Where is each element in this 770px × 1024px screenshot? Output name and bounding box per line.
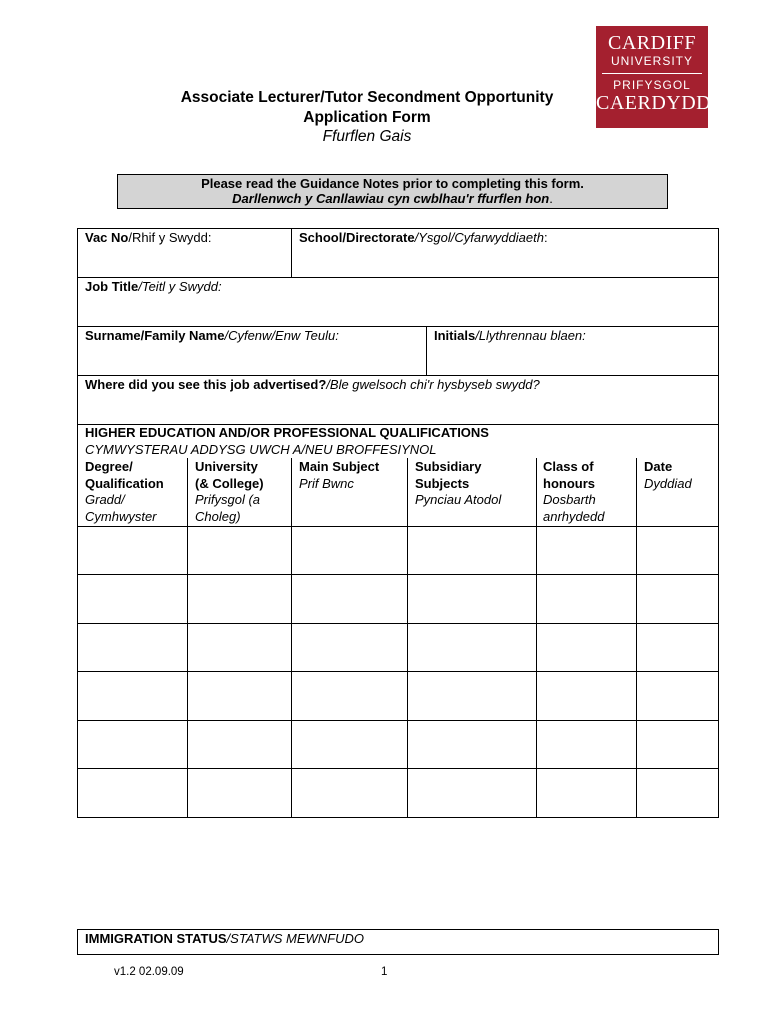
surname-field[interactable] bbox=[77, 326, 427, 376]
vac-no-label: Vac No bbox=[85, 230, 129, 245]
row-divider bbox=[78, 768, 718, 769]
row-divider bbox=[78, 671, 718, 672]
school-label-welsh: /Ysgol/Cyfarwyddiaeth bbox=[414, 230, 544, 245]
immigration-label-welsh: /STATWS MEWNFUDO bbox=[226, 931, 364, 946]
column-divider bbox=[407, 458, 408, 818]
vac-no-field[interactable] bbox=[77, 228, 292, 278]
initials-field[interactable] bbox=[426, 326, 719, 376]
column-header-subsidiary: Subsidiary Subjects Pynciau Atodol bbox=[415, 459, 502, 507]
initials-label: Initials bbox=[434, 328, 476, 343]
immigration-status-field[interactable] bbox=[77, 929, 719, 955]
form-title-welsh: Ffurflen Gais bbox=[322, 128, 412, 145]
version-footer: v1.2 02.09.09 bbox=[114, 966, 184, 978]
row-divider bbox=[78, 574, 718, 575]
logo-line-caerdydd: CAERDYDD bbox=[596, 92, 712, 114]
guidance-welsh: Darllenwch y Canllawiau cyn cwblhau'r ffurflen hon bbox=[232, 191, 550, 206]
surname-label: Surname/Family Name bbox=[85, 328, 225, 343]
column-divider bbox=[636, 458, 637, 818]
surname-label-welsh: /Cyfenw/Enw Teulu: bbox=[224, 328, 339, 343]
row-divider bbox=[78, 623, 718, 624]
school-label: School/Directorate bbox=[299, 230, 415, 245]
logo-line-cardiff: CARDIFF bbox=[608, 32, 696, 54]
guidance-welsh-end: . bbox=[549, 191, 553, 206]
vac-no-label-welsh: /Rhif y Swydd: bbox=[128, 230, 212, 245]
row-divider bbox=[78, 526, 718, 527]
immigration-label: IMMIGRATION STATUS bbox=[85, 931, 227, 946]
qualifications-title-welsh: CYMWYSTERAU ADDYSG UWCH A/NEU BROFFESIYNOL bbox=[85, 442, 437, 457]
page-number: 1 bbox=[381, 966, 388, 978]
advertised-field[interactable] bbox=[77, 375, 719, 425]
column-divider bbox=[536, 458, 537, 818]
qualifications-title: HIGHER EDUCATION AND/OR PROFESSIONAL QUALIFICATIONS bbox=[85, 425, 489, 440]
qualifications-table bbox=[77, 424, 719, 818]
job-title-label-welsh: /Teitl y Swydd: bbox=[138, 279, 222, 294]
column-header-class: Class of honours Dosbarth anrhydedd bbox=[543, 459, 605, 524]
guidance-english: Please read the Guidance Notes prior to completing this form. bbox=[201, 176, 584, 191]
column-divider bbox=[187, 458, 188, 818]
column-header-date: Date Dyddiad bbox=[644, 459, 692, 491]
column-header-degree: Degree/ Qualification Gradd/ Cymhwyster bbox=[85, 459, 164, 524]
job-title-field[interactable] bbox=[77, 277, 719, 327]
column-header-university: University (& College) Prifysgol (a Choleg) bbox=[195, 459, 264, 524]
initials-label-welsh: /Llythrennau blaen: bbox=[475, 328, 586, 343]
logo-divider bbox=[602, 73, 702, 74]
column-divider bbox=[291, 458, 292, 818]
logo-line-university: UNIVERSITY bbox=[610, 54, 693, 68]
job-title-label: Job Title bbox=[85, 279, 139, 294]
advertised-label-welsh: /Ble gwelsoch chi'r hysbyseb swydd? bbox=[326, 377, 540, 392]
school-directorate-field[interactable] bbox=[291, 228, 719, 278]
column-header-main-subject: Main Subject Prif Bwnc bbox=[299, 459, 380, 491]
row-divider bbox=[78, 720, 718, 721]
guidance-notice bbox=[117, 174, 668, 209]
form-title-line2: Application Form bbox=[303, 109, 431, 126]
advertised-label: Where did you see this job advertised? bbox=[85, 377, 327, 392]
form-title-line1: Associate Lecturer/Tutor Secondment Opportunity bbox=[180, 89, 554, 106]
logo-line-prifysgol: PRIFYSGOL bbox=[613, 78, 691, 92]
school-label-end: : bbox=[543, 230, 548, 245]
